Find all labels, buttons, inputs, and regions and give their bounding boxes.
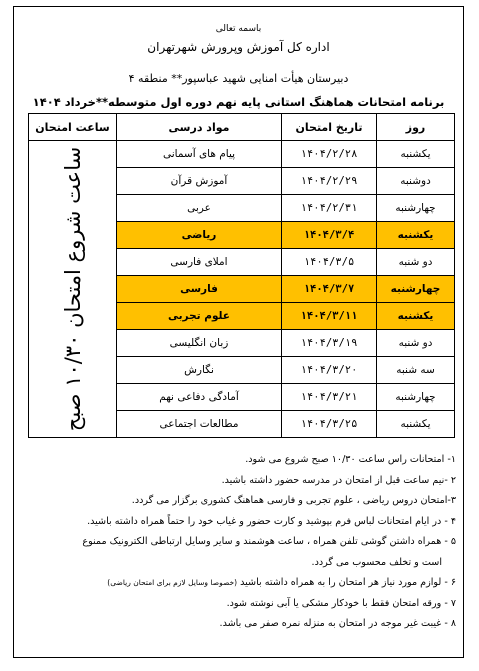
table-body <box>29 141 455 438</box>
cell-subject: زبان انگلیسی <box>117 330 282 357</box>
cell-date: ۱۴۰۴/۳/۴ <box>282 222 377 249</box>
cell-date: ۱۴۰۴/۳/۲۰ <box>282 357 377 384</box>
cell-date: ۱۴۰۴/۳/۷ <box>282 276 377 303</box>
cell-subject: مطالعات اجتماعی <box>117 411 282 438</box>
cell-subject: پیام های آسمانی <box>117 141 282 168</box>
program-title: برنامه امتحانات هماهنگ استانی پایه نهم دوره اول متوسطه**خرداد ۱۴۰۴ <box>32 95 445 109</box>
cell-subject: عربی <box>117 195 282 222</box>
cell-date: ۱۴۰۴/۳/۲۵ <box>282 411 377 438</box>
cell-subject: آموزش قرآن <box>117 168 282 195</box>
cell-subject: آمادگی دفاعی نهم <box>117 384 282 411</box>
note-item <box>16 573 456 594</box>
cell-day: یکشنبه <box>377 411 455 438</box>
cell-date: ۱۴۰۴/۲/۳۱ <box>282 195 377 222</box>
note-item: ۲ -نیم ساعت قبل از امتحان در مدرسه حضور داشته باشید. <box>221 474 456 486</box>
cell-day: دو شنبه <box>377 249 455 276</box>
cell-day: دو شنبه <box>377 330 455 357</box>
header-date: تاریخ امتحان <box>282 114 377 141</box>
note-item: ۷ - ورقه امتحان فقط با خودکار مشکی یا آبی نوشته شود. <box>226 597 456 609</box>
cell-subject: املای فارسی <box>117 249 282 276</box>
cell-date: ۱۴۰۴/۳/۵ <box>282 249 377 276</box>
organization-title: اداره کل آموزش وپرورش شهرتهران <box>147 40 330 54</box>
cell-subject: ریاضی <box>117 222 282 249</box>
note-item: ۱- امتحانات راس ساعت ۱۰/۳۰ صبح شروع می شود. <box>245 454 456 465</box>
cell-date: ۱۴۰۴/۳/۱۱ <box>282 303 377 330</box>
notes-list <box>16 450 456 635</box>
note-item: ۸ - غیبت غیر موجه در امتحان به منزله نمره صفر می باشد. <box>219 618 456 629</box>
cell-subject: فارسی <box>117 276 282 303</box>
note-item: است و تخلف محسوب می گردد. <box>311 556 442 568</box>
table-row <box>29 141 455 168</box>
cell-day: چهارشنبه <box>377 195 455 222</box>
header-time: ساعت امتحان <box>29 114 117 141</box>
cell-exam-time <box>29 141 117 438</box>
cell-day: یکشنبه <box>377 141 455 168</box>
basmala: باسمه تعالی <box>215 24 262 34</box>
cell-subject: علوم تجربی <box>117 303 282 330</box>
cell-day: یکشنبه <box>377 222 455 249</box>
note-text-small: (خصوصا وسایل لازم برای امتحان ریاضی) <box>107 578 238 587</box>
exam-start-time-text: ساعت شروع امتحان ۱۰/۳۰ صبح <box>60 146 85 432</box>
header-day: روز <box>377 114 455 141</box>
cell-day: چهارشنبه <box>377 276 455 303</box>
cell-date: ۱۴۰۴/۳/۲۱ <box>282 384 377 411</box>
note-item: ۵ - همراه داشتن گوشی تلفن همراه ، ساعت هوشمند و سایر وسایل ارتباطی الکترونیک ممنوع <box>82 536 456 547</box>
note-item: ۴ - در ایام امتحانات لباس فرم بپوشید و کارت حضور و غیاب خود را حتماً همراه داشته باشید. <box>87 515 456 527</box>
cell-date: ۱۴۰۴/۲/۲۸ <box>282 141 377 168</box>
exam-schedule-table <box>28 113 455 438</box>
table-header-row <box>29 114 455 141</box>
cell-day: یکشنبه <box>377 303 455 330</box>
cell-day: دوشنبه <box>377 168 455 195</box>
cell-date: ۱۴۰۴/۳/۱۹ <box>282 330 377 357</box>
school-title: دبیرستان هیأت امنایی شهید عباسپور** منطقه ۴ <box>128 72 349 85</box>
cell-day: سه شنبه <box>377 357 455 384</box>
note-text: ۶ - لوازم مورد نیاز هر امتحان را به همراه داشته باشید <box>240 577 456 588</box>
header-subject: مواد درسی <box>117 114 282 141</box>
note-item: ۳-امتحان دروس ریاضی ، علوم تجربی و فارسی هماهنگ کشوری برگزار می گردد. <box>131 495 456 506</box>
cell-day: چهارشنبه <box>377 384 455 411</box>
cell-date: ۱۴۰۴/۲/۲۹ <box>282 168 377 195</box>
cell-subject: نگارش <box>117 357 282 384</box>
